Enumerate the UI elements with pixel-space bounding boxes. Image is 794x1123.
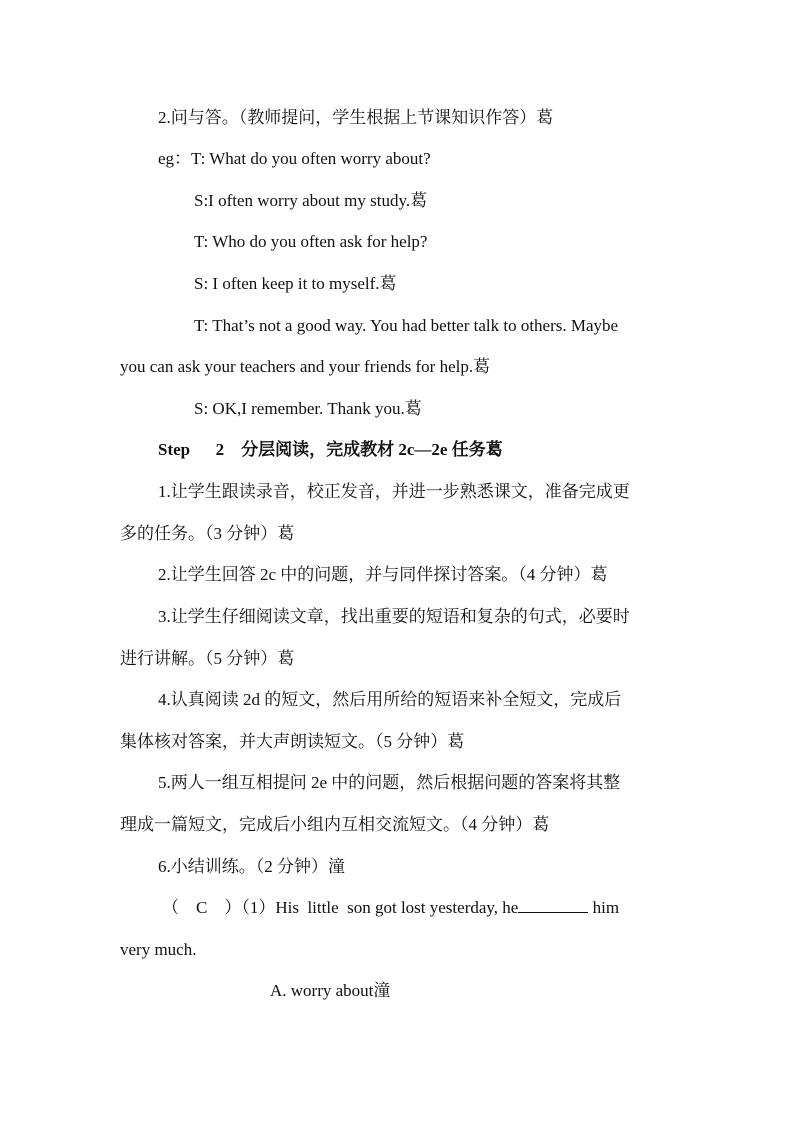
text-line: S: OK,I remember. Thank you.葛 <box>194 399 422 418</box>
text-line: eg：T: What do you often worry about? <box>158 149 431 168</box>
text-line: S:I often worry about my study.葛 <box>194 191 428 210</box>
question-text: （ C ）（1）His little son got lost yesterday, he <box>162 898 519 917</box>
text-line: you can ask your teachers and your friends for help.葛 <box>120 357 491 376</box>
option-a: A. worry about潼 <box>270 981 391 1000</box>
step-heading: Step 2 分层阅读，完成教材 2c—2e 任务葛 <box>158 440 503 459</box>
answer-blank <box>518 897 588 913</box>
text-line: 集体核对答案，并大声朗读短文。（5 分钟）葛 <box>120 732 465 751</box>
text-line: 理成一篇短文，完成后小组内互相交流短文。（4 分钟）葛 <box>120 815 550 834</box>
text-line: very much. <box>120 940 197 959</box>
text-line: 进行讲解。（5 分钟）葛 <box>120 649 295 668</box>
text-line: 3.让学生仔细阅读文章，找出重要的短语和复杂的句式，必要时 <box>158 607 630 626</box>
text-line: T: Who do you often ask for help? <box>194 232 428 251</box>
text-line: T: That’s not a good way. You had better talk to others. Maybe <box>194 316 619 335</box>
question-line <box>162 897 619 919</box>
question-text-end: him <box>588 898 620 917</box>
text-line: 1.让学生跟读录音，校正发音，并进一步熟悉课文，准备完成更 <box>158 482 630 501</box>
text-line: 多的任务。（3 分钟）葛 <box>120 524 295 543</box>
text-line: 2.问与答。（教师提问，学生根据上节课知识作答）葛 <box>158 108 554 127</box>
text-line: 2.让学生回答 2c 中的问题，并与同伴探讨答案。（4 分钟）葛 <box>158 565 608 584</box>
text-line: 4.认真阅读 2d 的短文，然后用所给的短语来补全短文，完成后 <box>158 690 622 709</box>
text-line: 6.小结训练。（2 分钟）潼 <box>158 857 345 876</box>
text-line: 5.两人一组互相提问 2e 中的问题，然后根据问题的答案将其整 <box>158 773 621 792</box>
text-line: S: I often keep it to myself.葛 <box>194 274 397 293</box>
